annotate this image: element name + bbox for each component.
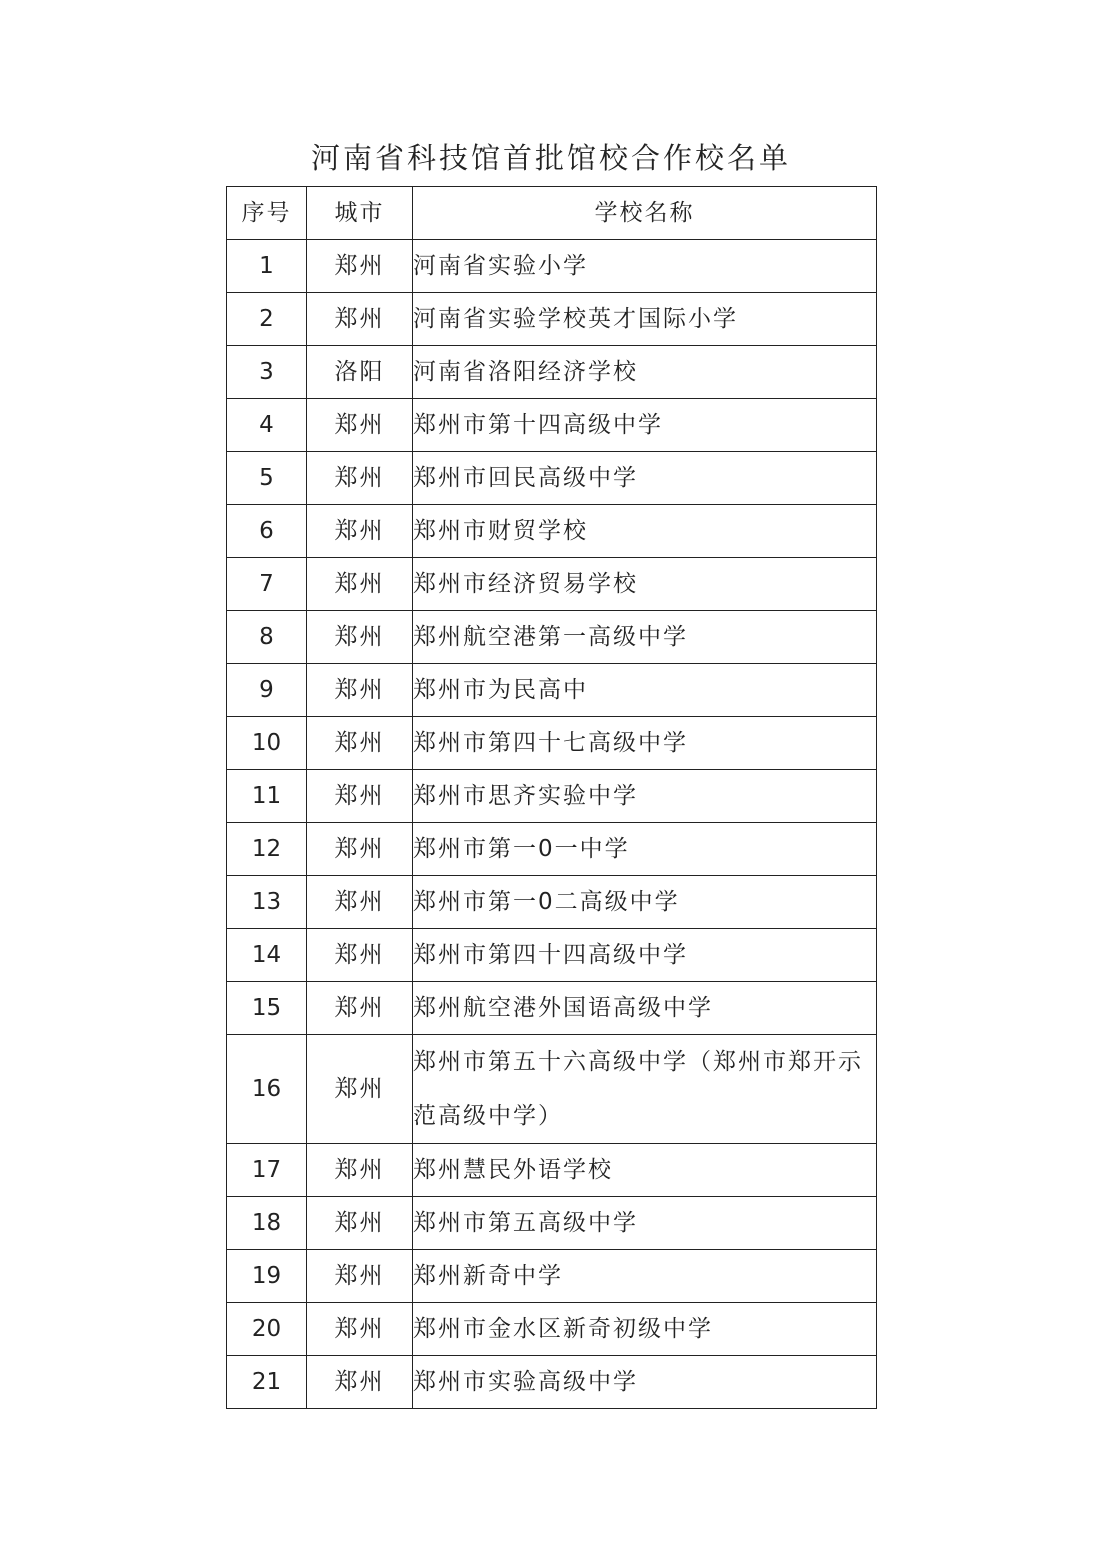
row-city: 洛阳 [307, 346, 413, 399]
row-school-name: 河南省实验小学 [413, 240, 877, 293]
table-row [227, 452, 877, 505]
row-school-name: 郑州市第四十四高级中学 [413, 929, 877, 982]
row-school-name: 郑州航空港第一高级中学 [413, 611, 877, 664]
row-serial-number: 8 [227, 611, 307, 664]
row-city: 郑州 [307, 982, 413, 1035]
row-school-name: 郑州市金水区新奇初级中学 [413, 1303, 877, 1356]
row-serial-number: 17 [227, 1144, 307, 1197]
table-row [227, 982, 877, 1035]
school-list-table [226, 186, 877, 1409]
row-serial-number: 20 [227, 1303, 307, 1356]
row-serial-number: 4 [227, 399, 307, 452]
row-school-name: 郑州市回民高级中学 [413, 452, 877, 505]
row-city: 郑州 [307, 293, 413, 346]
table-row [227, 1035, 877, 1144]
row-city: 郑州 [307, 240, 413, 293]
row-city: 郑州 [307, 1356, 413, 1409]
table-row [227, 929, 877, 982]
row-city: 郑州 [307, 399, 413, 452]
table-row [227, 664, 877, 717]
row-serial-number: 2 [227, 293, 307, 346]
header-school-name: 学校名称 [413, 187, 877, 240]
row-city: 郑州 [307, 770, 413, 823]
header-city: 城市 [307, 187, 413, 240]
row-school-name: 郑州新奇中学 [413, 1250, 877, 1303]
table-row [227, 1250, 877, 1303]
table-row [227, 1303, 877, 1356]
row-school-name: 郑州市为民高中 [413, 664, 877, 717]
row-city: 郑州 [307, 1144, 413, 1197]
row-school-name: 郑州市第五高级中学 [413, 1197, 877, 1250]
row-serial-number: 6 [227, 505, 307, 558]
row-school-name: 郑州市第四十七高级中学 [413, 717, 877, 770]
row-city: 郑州 [307, 1035, 413, 1144]
row-city: 郑州 [307, 452, 413, 505]
table-row [227, 611, 877, 664]
row-school-name: 郑州市第一0二高级中学 [413, 876, 877, 929]
table-row [227, 823, 877, 876]
header-serial-number: 序号 [227, 187, 307, 240]
row-school-name: 河南省洛阳经济学校 [413, 346, 877, 399]
row-serial-number: 5 [227, 452, 307, 505]
page-title: 河南省科技馆首批馆校合作校名单 [310, 141, 791, 175]
row-school-name: 郑州市经济贸易学校 [413, 558, 877, 611]
table-row [227, 876, 877, 929]
table-header-row [227, 187, 877, 240]
row-school-name: 郑州慧民外语学校 [413, 1144, 877, 1197]
row-city: 郑州 [307, 1250, 413, 1303]
row-serial-number: 14 [227, 929, 307, 982]
row-serial-number: 11 [227, 770, 307, 823]
row-serial-number: 9 [227, 664, 307, 717]
row-city: 郑州 [307, 664, 413, 717]
table-row [227, 293, 877, 346]
row-school-name: 郑州市思齐实验中学 [413, 770, 877, 823]
row-serial-number: 7 [227, 558, 307, 611]
row-serial-number: 10 [227, 717, 307, 770]
table-row [227, 240, 877, 293]
row-school-name: 郑州市第十四高级中学 [413, 399, 877, 452]
table-row [227, 346, 877, 399]
row-city: 郑州 [307, 558, 413, 611]
table-row [227, 717, 877, 770]
row-school-name: 郑州市第一0一中学 [413, 823, 877, 876]
row-serial-number: 1 [227, 240, 307, 293]
row-city: 郑州 [307, 1197, 413, 1250]
table-row [227, 558, 877, 611]
row-school-name: 郑州市财贸学校 [413, 505, 877, 558]
row-serial-number: 21 [227, 1356, 307, 1409]
row-city: 郑州 [307, 929, 413, 982]
row-city: 郑州 [307, 717, 413, 770]
row-school-name: 郑州航空港外国语高级中学 [413, 982, 877, 1035]
row-city: 郑州 [307, 823, 413, 876]
table-row [227, 399, 877, 452]
row-serial-number: 16 [227, 1035, 307, 1144]
row-city: 郑州 [307, 876, 413, 929]
row-serial-number: 3 [227, 346, 307, 399]
table-row [227, 1144, 877, 1197]
table-row [227, 770, 877, 823]
table-row [227, 505, 877, 558]
row-city: 郑州 [307, 505, 413, 558]
row-serial-number: 13 [227, 876, 307, 929]
row-serial-number: 18 [227, 1197, 307, 1250]
row-school-name: 河南省实验学校英才国际小学 [413, 293, 877, 346]
row-serial-number: 15 [227, 982, 307, 1035]
row-city: 郑州 [307, 1303, 413, 1356]
table-row [227, 1356, 877, 1409]
row-school-name: 郑州市实验高级中学 [413, 1356, 877, 1409]
row-serial-number: 19 [227, 1250, 307, 1303]
row-city: 郑州 [307, 611, 413, 664]
table-row [227, 1197, 877, 1250]
row-school-name: 郑州市第五十六高级中学（郑州市郑开示范高级中学） [413, 1035, 877, 1144]
row-serial-number: 12 [227, 823, 307, 876]
